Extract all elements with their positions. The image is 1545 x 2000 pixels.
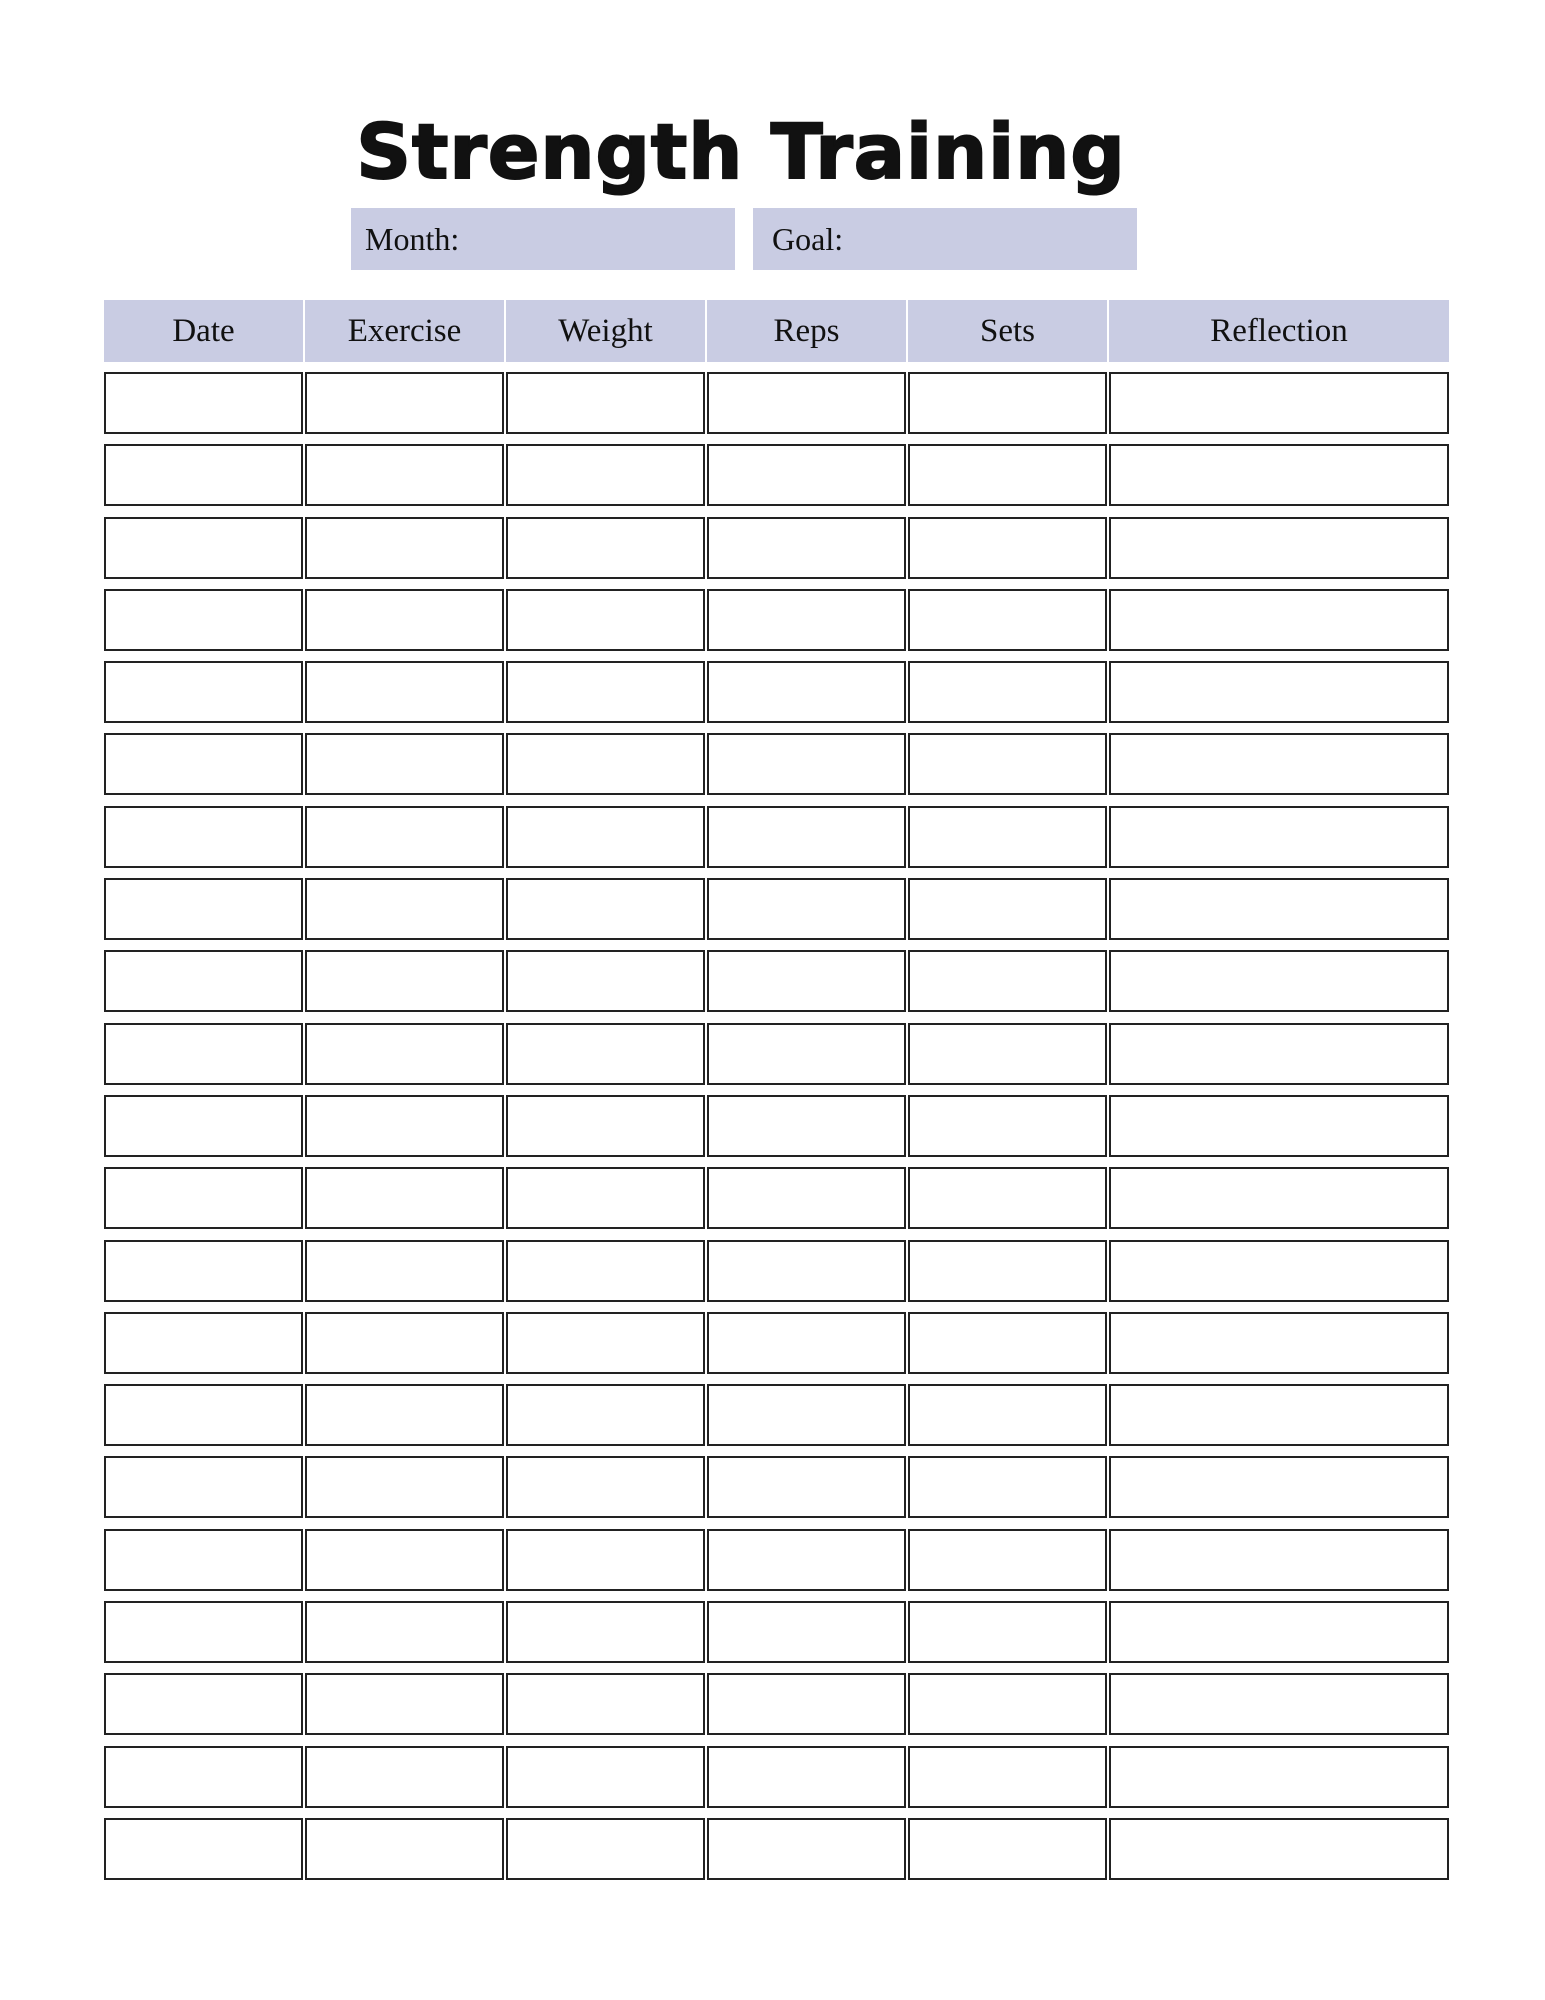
cell-reflection[interactable]	[1109, 806, 1449, 868]
cell-reps[interactable]	[707, 1023, 906, 1085]
cell-reflection[interactable]	[1109, 372, 1449, 434]
cell-reps[interactable]	[707, 733, 906, 795]
cell-sets[interactable]	[908, 1818, 1107, 1880]
cell-sets[interactable]	[908, 1167, 1107, 1229]
cell-reps[interactable]	[707, 372, 906, 434]
table-row	[104, 1529, 1448, 1591]
cell-reps[interactable]	[707, 950, 906, 1012]
cell-reflection[interactable]	[1109, 1023, 1449, 1085]
table-row	[104, 589, 1448, 651]
cell-date[interactable]	[104, 589, 303, 651]
cell-weight[interactable]	[506, 1384, 705, 1446]
cell-date[interactable]	[104, 950, 303, 1012]
table-row	[104, 733, 1448, 795]
table-row	[104, 878, 1448, 940]
cell-date[interactable]	[104, 661, 303, 723]
cell-date[interactable]	[104, 1167, 303, 1229]
cell-reps[interactable]	[707, 1601, 906, 1663]
cell-reps[interactable]	[707, 1312, 906, 1374]
cell-reflection[interactable]	[1109, 950, 1449, 1012]
column-header-weight: Weight	[506, 300, 705, 362]
cell-exercise[interactable]	[305, 733, 504, 795]
cell-weight[interactable]	[506, 950, 705, 1012]
cell-date[interactable]	[104, 1023, 303, 1085]
cell-reps[interactable]	[707, 1095, 906, 1157]
cell-exercise[interactable]	[305, 1023, 504, 1085]
cell-reflection[interactable]	[1109, 1818, 1449, 1880]
cell-weight[interactable]	[506, 372, 705, 434]
cell-exercise[interactable]	[305, 661, 504, 723]
cell-date[interactable]	[104, 806, 303, 868]
month-field[interactable]	[351, 208, 735, 270]
cell-weight[interactable]	[506, 806, 705, 868]
table-row	[104, 1746, 1448, 1808]
cell-reflection[interactable]	[1109, 878, 1449, 940]
column-header-reflection: Reflection	[1109, 300, 1449, 362]
cell-reps[interactable]	[707, 1240, 906, 1302]
cell-exercise[interactable]	[305, 1384, 504, 1446]
cell-exercise[interactable]	[305, 1095, 504, 1157]
cell-sets[interactable]	[908, 517, 1107, 579]
cell-sets[interactable]	[908, 1095, 1107, 1157]
cell-exercise[interactable]	[305, 1673, 504, 1735]
cell-weight[interactable]	[506, 444, 705, 506]
cell-exercise[interactable]	[305, 1529, 504, 1591]
table-body	[104, 372, 1448, 1880]
cell-sets[interactable]	[908, 806, 1107, 868]
cell-exercise[interactable]	[305, 444, 504, 506]
cell-weight[interactable]	[506, 1529, 705, 1591]
cell-weight[interactable]	[506, 661, 705, 723]
training-log-table	[104, 300, 1448, 1890]
table-row	[104, 1673, 1448, 1735]
cell-reflection[interactable]	[1109, 1095, 1449, 1157]
cell-exercise[interactable]	[305, 1167, 504, 1229]
cell-date[interactable]	[104, 1673, 303, 1735]
column-header-reps: Reps	[707, 300, 906, 362]
cell-sets[interactable]	[908, 878, 1107, 940]
cell-sets[interactable]	[908, 1601, 1107, 1663]
cell-sets[interactable]	[908, 1746, 1107, 1808]
cell-reps[interactable]	[707, 589, 906, 651]
cell-date[interactable]	[104, 444, 303, 506]
cell-sets[interactable]	[908, 589, 1107, 651]
cell-weight[interactable]	[506, 733, 705, 795]
cell-sets[interactable]	[908, 1312, 1107, 1374]
goal-label: Goal:	[772, 220, 844, 257]
table-header-row	[104, 300, 1448, 362]
cell-sets[interactable]	[908, 733, 1107, 795]
cell-reps[interactable]	[707, 1384, 906, 1446]
table-row	[104, 1384, 1448, 1446]
cell-exercise[interactable]	[305, 950, 504, 1012]
cell-weight[interactable]	[506, 878, 705, 940]
cell-reflection[interactable]	[1109, 444, 1449, 506]
table-row	[104, 1601, 1448, 1663]
cell-weight[interactable]	[506, 1601, 705, 1663]
cell-date[interactable]	[104, 1746, 303, 1808]
cell-exercise[interactable]	[305, 1746, 504, 1808]
cell-reflection[interactable]	[1109, 517, 1449, 579]
cell-exercise[interactable]	[305, 878, 504, 940]
cell-date[interactable]	[104, 372, 303, 434]
page-title: Strength Training	[356, 107, 1126, 196]
table-row	[104, 1023, 1448, 1085]
table-row	[104, 661, 1448, 723]
cell-reps[interactable]	[707, 517, 906, 579]
cell-reflection[interactable]	[1109, 1673, 1449, 1735]
table-row	[104, 1456, 1448, 1518]
cell-reflection[interactable]	[1109, 589, 1449, 651]
table-row	[104, 1312, 1448, 1374]
table-row	[104, 1167, 1448, 1229]
cell-date[interactable]	[104, 878, 303, 940]
cell-weight[interactable]	[506, 517, 705, 579]
cell-weight[interactable]	[506, 1240, 705, 1302]
cell-sets[interactable]	[908, 1023, 1107, 1085]
cell-reps[interactable]	[707, 878, 906, 940]
cell-weight[interactable]	[506, 1746, 705, 1808]
cell-exercise[interactable]	[305, 1240, 504, 1302]
cell-date[interactable]	[104, 1456, 303, 1518]
table-row	[104, 1095, 1448, 1157]
cell-sets[interactable]	[908, 1529, 1107, 1591]
cell-reflection[interactable]	[1109, 1601, 1449, 1663]
cell-sets[interactable]	[908, 950, 1107, 1012]
cell-sets[interactable]	[908, 444, 1107, 506]
cell-reps[interactable]	[707, 661, 906, 723]
table-row	[104, 517, 1448, 579]
cell-reflection[interactable]	[1109, 661, 1449, 723]
cell-reflection[interactable]	[1109, 1167, 1449, 1229]
cell-reps[interactable]	[707, 1529, 906, 1591]
cell-exercise[interactable]	[305, 1312, 504, 1374]
cell-date[interactable]	[104, 1529, 303, 1591]
cell-weight[interactable]	[506, 589, 705, 651]
cell-date[interactable]	[104, 1384, 303, 1446]
cell-reps[interactable]	[707, 1818, 906, 1880]
column-header-exercise: Exercise	[305, 300, 504, 362]
cell-sets[interactable]	[908, 1673, 1107, 1735]
cell-exercise[interactable]	[305, 1601, 504, 1663]
cell-weight[interactable]	[506, 1167, 705, 1229]
cell-date[interactable]	[104, 1095, 303, 1157]
table-row	[104, 1818, 1448, 1880]
cell-date[interactable]	[104, 1818, 303, 1880]
table-row	[104, 806, 1448, 868]
cell-reflection[interactable]	[1109, 1240, 1449, 1302]
cell-reflection[interactable]	[1109, 1529, 1449, 1591]
cell-reps[interactable]	[707, 444, 906, 506]
cell-weight[interactable]	[506, 1095, 705, 1157]
cell-sets[interactable]	[908, 372, 1107, 434]
cell-exercise[interactable]	[305, 589, 504, 651]
cell-exercise[interactable]	[305, 1818, 504, 1880]
cell-sets[interactable]	[908, 1456, 1107, 1518]
cell-reflection[interactable]	[1109, 1746, 1449, 1808]
table-row	[104, 372, 1448, 434]
column-header-sets: Sets	[908, 300, 1107, 362]
goal-field[interactable]	[753, 208, 1137, 270]
cell-sets[interactable]	[908, 1384, 1107, 1446]
table-row	[104, 1240, 1448, 1302]
cell-reflection[interactable]	[1109, 1312, 1449, 1374]
month-label: Month:	[365, 220, 460, 257]
cell-date[interactable]	[104, 517, 303, 579]
table-row	[104, 444, 1448, 506]
cell-date[interactable]	[104, 733, 303, 795]
cell-date[interactable]	[104, 1240, 303, 1302]
cell-reps[interactable]	[707, 1456, 906, 1518]
cell-reflection[interactable]	[1109, 1456, 1449, 1518]
cell-reps[interactable]	[707, 806, 906, 868]
cell-exercise[interactable]	[305, 806, 504, 868]
cell-reps[interactable]	[707, 1167, 906, 1229]
cell-exercise[interactable]	[305, 1456, 504, 1518]
cell-weight[interactable]	[506, 1673, 705, 1735]
cell-date[interactable]	[104, 1601, 303, 1663]
cell-reps[interactable]	[707, 1673, 906, 1735]
cell-exercise[interactable]	[305, 372, 504, 434]
cell-weight[interactable]	[506, 1818, 705, 1880]
table-row	[104, 950, 1448, 1012]
cell-date[interactable]	[104, 1312, 303, 1374]
cell-weight[interactable]	[506, 1456, 705, 1518]
cell-reflection[interactable]	[1109, 1384, 1449, 1446]
cell-sets[interactable]	[908, 1240, 1107, 1302]
cell-reps[interactable]	[707, 1746, 906, 1808]
cell-weight[interactable]	[506, 1023, 705, 1085]
cell-reflection[interactable]	[1109, 733, 1449, 795]
cell-weight[interactable]	[506, 1312, 705, 1374]
cell-exercise[interactable]	[305, 517, 504, 579]
cell-sets[interactable]	[908, 661, 1107, 723]
column-header-date: Date	[104, 300, 303, 362]
